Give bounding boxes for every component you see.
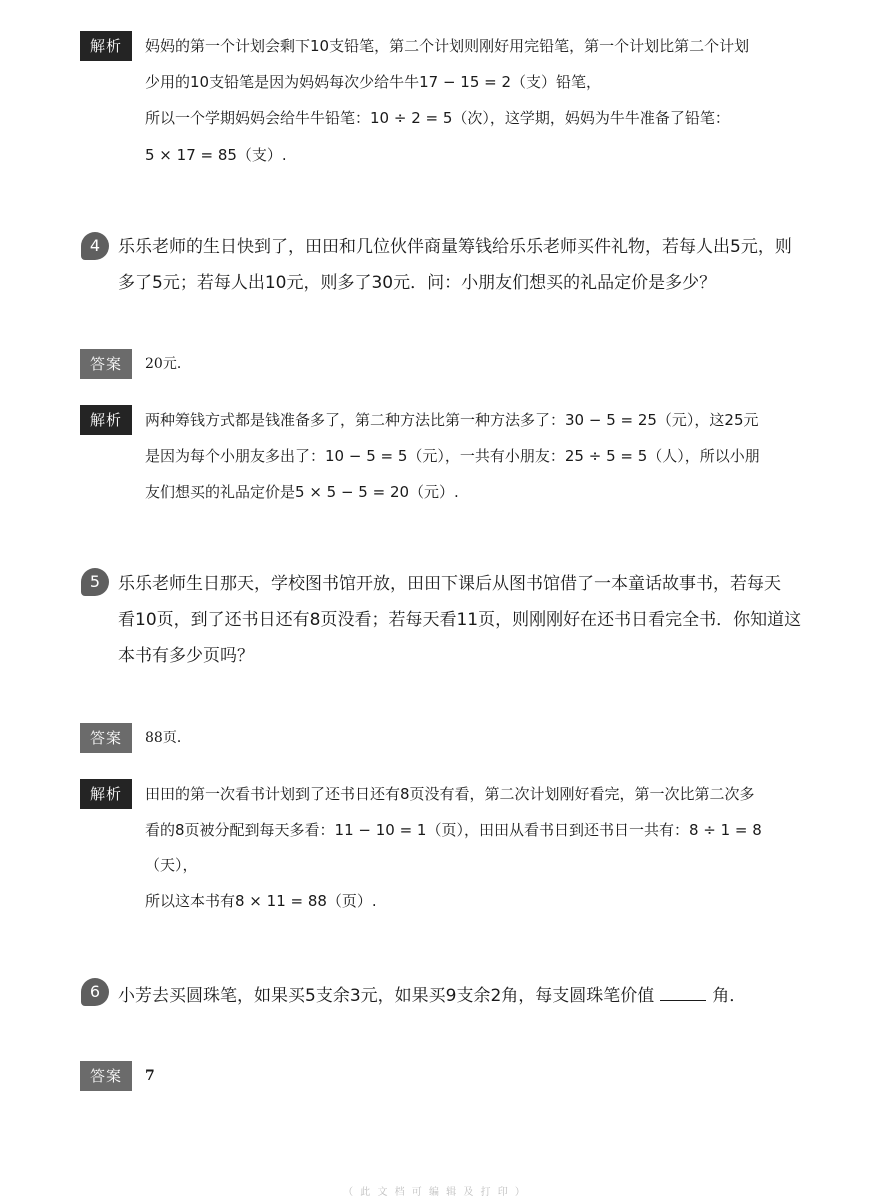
analysis-line: 5 × 17 = 85（支）. (145, 146, 287, 164)
analysis-tag: 解析 (80, 31, 132, 61)
analysis-tag: 解析 (80, 405, 132, 435)
page-footer: （ 此 文 档 可 编 辑 及 打 印 ） (343, 1187, 527, 1198)
question-text: 多了5元；若每人出10元，则多了30元．问：小朋友们想买的礼品定价是多少？ (118, 273, 717, 293)
analysis-line: 所以一个学期妈妈会给牛牛铅笔：10 ÷ 2 = 5（次），这学期，妈妈为牛牛准备了铅笔： (145, 109, 730, 127)
analysis-tag: 解析 (80, 779, 132, 809)
question-text: 乐乐老师的生日快到了，田田和几位伙伴商量筹钱给乐乐老师买件礼物，若每人出5元，则 (118, 237, 792, 257)
analysis-line: （天）， (145, 856, 198, 874)
answer-tag: 答案 (80, 1061, 132, 1091)
question-text: 看10页，到了还书日还有8页没看；若每天看11页，则刚刚好在还书日看完全书．你知道这 (118, 610, 802, 630)
analysis-line: 看的8页被分配到每天多看：11 − 10 = 1（页），田田从看书日到还书日一共有：8 ÷ 1 = 8 (145, 821, 762, 839)
answer-tag: 答案 (80, 723, 132, 753)
analysis-line: 少用的10支铅笔是因为妈妈每次少给牛牛17 − 15 = 2（支）铅笔， (145, 73, 602, 91)
question-text (118, 984, 746, 1007)
analysis-line: 是因为每个小朋友多出了：10 − 5 = 5（元），一共有小朋友：25 ÷ 5 = 5（人），所以小朋 (145, 447, 760, 465)
question-text: 本书有多少页吗？ (118, 646, 254, 666)
answer-text: 88页． (145, 730, 191, 746)
answer-tag: 答案 (80, 349, 132, 379)
answer-text: 7 (145, 1068, 155, 1084)
analysis-line: 妈妈的第一个计划会剩下10支铅笔，第二个计划则刚好用完铅笔，第一个计划比第二个计划 (145, 37, 750, 55)
question-text-after-blank: 角． (712, 986, 747, 1006)
analysis-line: 友们想买的礼品定价是5 × 5 − 5 = 20（元）. (145, 483, 459, 501)
question-text-before-blank: 小芳去买圆珠笔，如果买5支余3元，如果买9支余2角，每支圆珠笔价值 (118, 986, 655, 1006)
question-number-badge: 6 (81, 978, 109, 1006)
question-number-badge: 5 (81, 568, 109, 596)
analysis-line: 田田的第一次看书计划到了还书日还有8页没有看，第二次计划刚好看完，第一次比第二次多 (145, 785, 755, 803)
question-number-badge: 4 (81, 232, 109, 260)
analysis-line: 所以这本书有8 × 11 = 88（页）. (145, 892, 377, 910)
analysis-line: 两种筹钱方式都是钱准备多了，第二种方法比第一种方法多了：30 − 5 = 25（元），这25元 (145, 411, 759, 429)
question-text: 乐乐老师生日那天，学校图书馆开放，田田下课后从图书馆借了一本童话故事书，若每天 (118, 574, 781, 594)
answer-text: 20元． (145, 356, 191, 372)
answer-blank (660, 984, 706, 1001)
